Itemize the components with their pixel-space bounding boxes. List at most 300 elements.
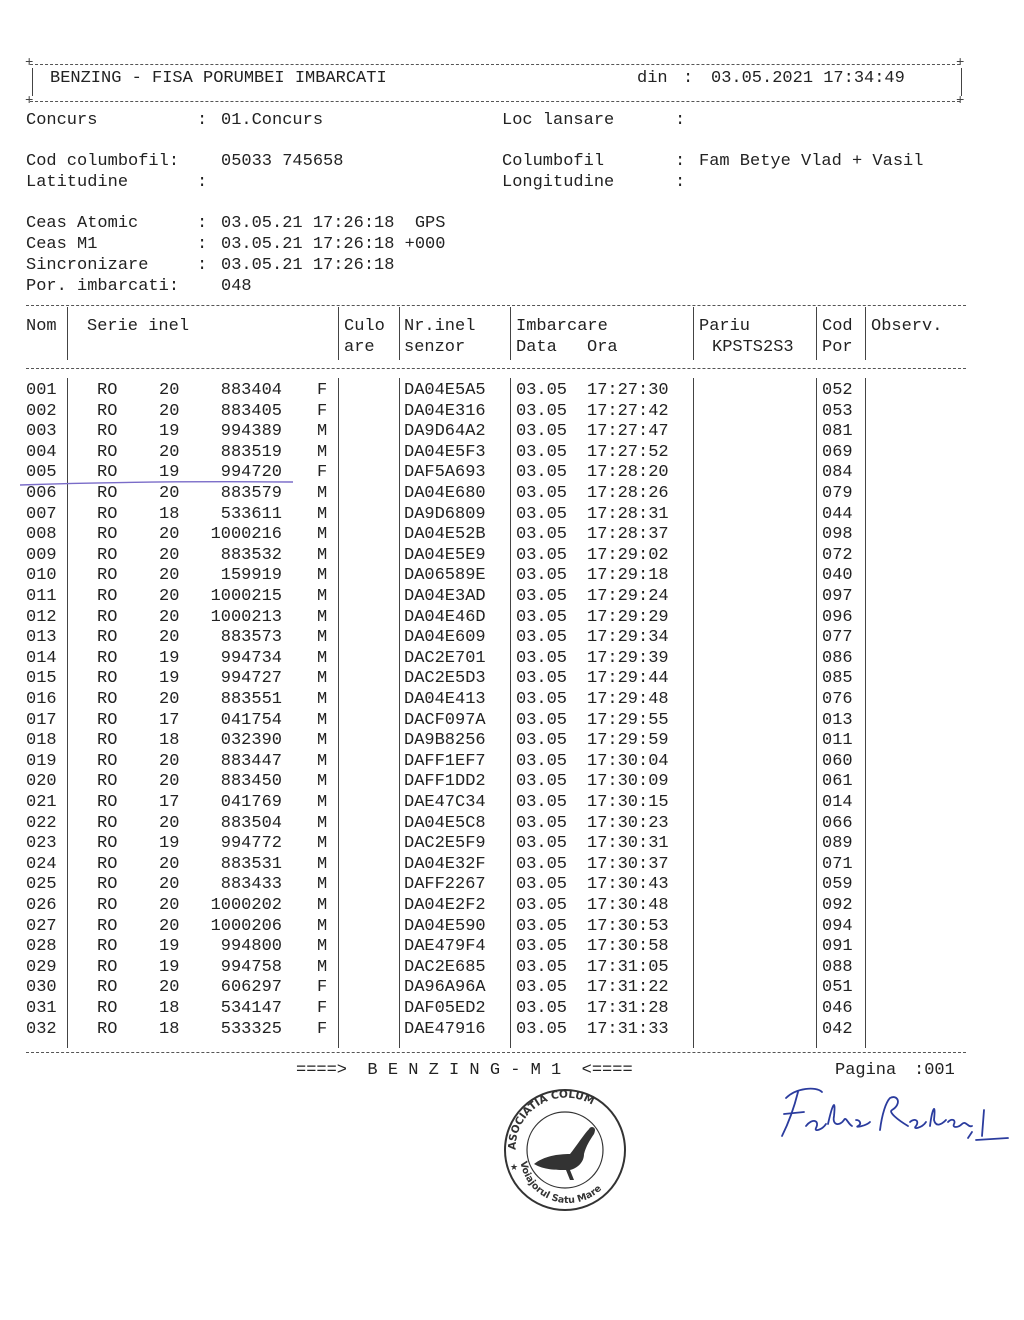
table-row bbox=[0, 380, 1024, 401]
cell-cod: 098 bbox=[822, 525, 853, 545]
cell-senzor: DA04E5A5 bbox=[404, 381, 486, 400]
cod-columbofil-label: Cod columbofil: bbox=[26, 152, 180, 171]
cell-data: 03.05 bbox=[516, 525, 568, 545]
cell-cod: 069 bbox=[822, 442, 853, 462]
ceas-m1-sep: : bbox=[197, 235, 208, 254]
cell-tara: RO bbox=[97, 484, 118, 503]
ceas-atomic-label: Ceas Atomic bbox=[26, 214, 139, 233]
cell-senzor: DA04E2F2 bbox=[404, 896, 486, 915]
cell-tara: RO bbox=[97, 896, 118, 915]
print-datetime: 03.05.2021 17:34:49 bbox=[711, 69, 905, 88]
cell-data: 03.05 bbox=[516, 484, 568, 503]
table-row bbox=[0, 874, 1024, 895]
cell-cod: 076 bbox=[822, 690, 853, 709]
cell-nom: 004 bbox=[26, 442, 57, 462]
cell-tara: RO bbox=[97, 710, 118, 730]
longitudine-label: Longitudine bbox=[502, 173, 615, 192]
cell-senzor: DA04E32F bbox=[404, 854, 486, 874]
cell-sex: M bbox=[317, 504, 328, 524]
cell-an: 20 bbox=[159, 690, 180, 709]
table-row bbox=[0, 833, 1024, 854]
cell-nom: 012 bbox=[26, 607, 57, 627]
table-row bbox=[0, 998, 1024, 1019]
cell-an: 20 bbox=[159, 751, 180, 771]
cell-cod: 013 bbox=[822, 710, 853, 730]
header-cod: Cod bbox=[822, 317, 853, 336]
cell-tara: RO bbox=[97, 463, 118, 483]
table-row bbox=[0, 957, 1024, 978]
border-corner: + bbox=[25, 55, 34, 71]
cell-inel: 534147 bbox=[220, 999, 282, 1018]
cell-data: 03.05 bbox=[516, 772, 568, 792]
cell-tara: RO bbox=[97, 422, 118, 442]
cell-ora: 17:29:48 bbox=[587, 690, 669, 709]
cell-an: 20 bbox=[159, 978, 180, 998]
header-por: Por bbox=[822, 338, 853, 357]
cell-ora: 17:29:44 bbox=[587, 669, 669, 689]
cell-cod: 089 bbox=[822, 834, 853, 854]
cell-sex: M bbox=[317, 484, 328, 503]
table-row bbox=[0, 895, 1024, 916]
cell-data: 03.05 bbox=[516, 648, 568, 668]
cell-sex: M bbox=[317, 525, 328, 545]
ceas-atomic-value: 03.05.21 17:26:18 GPS bbox=[221, 214, 446, 233]
cell-ora: 17:29:59 bbox=[587, 731, 669, 751]
date-separator: : bbox=[683, 69, 694, 88]
cell-cod: 084 bbox=[822, 463, 853, 483]
cell-tara: RO bbox=[97, 504, 118, 524]
cell-data: 03.05 bbox=[516, 896, 568, 915]
concurs-label: Concurs bbox=[26, 111, 98, 130]
cell-data: 03.05 bbox=[516, 463, 568, 483]
table-row bbox=[0, 1019, 1024, 1040]
table-row bbox=[0, 916, 1024, 937]
cell-ora: 17:30:04 bbox=[587, 751, 669, 771]
sincronizare-label: Sincronizare bbox=[26, 256, 149, 275]
cell-data: 03.05 bbox=[516, 875, 568, 895]
cell-an: 20 bbox=[159, 525, 180, 545]
cell-nom: 020 bbox=[26, 772, 57, 792]
loc-lansare-sep: : bbox=[675, 111, 686, 130]
cell-data: 03.05 bbox=[516, 710, 568, 730]
cell-senzor: DA04E609 bbox=[404, 628, 486, 648]
cell-ora: 17:31:22 bbox=[587, 978, 669, 998]
cell-cod: 059 bbox=[822, 875, 853, 895]
cell-senzor: DAC2E685 bbox=[404, 957, 486, 977]
cell-data: 03.05 bbox=[516, 669, 568, 689]
col-divider bbox=[510, 307, 511, 360]
cell-an: 20 bbox=[159, 545, 180, 565]
cell-an: 19 bbox=[159, 648, 180, 668]
cell-nom: 003 bbox=[26, 422, 57, 442]
cell-nom: 030 bbox=[26, 978, 57, 998]
cell-cod: 072 bbox=[822, 545, 853, 565]
cell-inel: 994389 bbox=[220, 422, 282, 442]
cell-ora: 17:29:24 bbox=[587, 587, 669, 606]
cell-inel: 1000213 bbox=[210, 607, 282, 627]
header-top-border bbox=[30, 64, 960, 65]
col-divider bbox=[67, 307, 68, 360]
cell-cod: 051 bbox=[822, 978, 853, 998]
cell-ora: 17:30:31 bbox=[587, 834, 669, 854]
cell-nom: 032 bbox=[26, 1019, 57, 1039]
cell-cod: 066 bbox=[822, 813, 853, 833]
cell-data: 03.05 bbox=[516, 957, 568, 977]
cell-inel: 533325 bbox=[220, 1019, 282, 1039]
cell-data: 03.05 bbox=[516, 628, 568, 648]
columbofil-value: Fam Betye Vlad + Vasil bbox=[699, 152, 924, 171]
cell-sex: M bbox=[317, 587, 328, 606]
cell-cod: 077 bbox=[822, 628, 853, 648]
cell-nom: 013 bbox=[26, 628, 57, 648]
table-row bbox=[0, 813, 1024, 834]
cell-cod: 052 bbox=[822, 381, 853, 400]
col-divider bbox=[399, 307, 400, 360]
cell-ora: 17:28:26 bbox=[587, 484, 669, 503]
cell-nom: 006 bbox=[26, 484, 57, 503]
cell-tara: RO bbox=[97, 1019, 118, 1039]
cell-senzor: DAC2E5D3 bbox=[404, 669, 486, 689]
cell-nom: 023 bbox=[26, 834, 57, 854]
table-row bbox=[0, 421, 1024, 442]
table-row bbox=[0, 689, 1024, 710]
cod-columbofil-value: 05033 745658 bbox=[221, 152, 344, 171]
cell-ora: 17:28:20 bbox=[587, 463, 669, 483]
cell-inel: 883433 bbox=[220, 875, 282, 895]
signature bbox=[776, 1080, 1016, 1160]
cell-nom: 022 bbox=[26, 813, 57, 833]
cell-senzor: DAE47C34 bbox=[404, 793, 486, 812]
cell-an: 19 bbox=[159, 669, 180, 689]
cell-sex: F bbox=[317, 381, 328, 400]
por-imbarcati-value: 048 bbox=[221, 277, 252, 296]
cell-nom: 008 bbox=[26, 525, 57, 545]
cell-sex: M bbox=[317, 813, 328, 833]
cell-an: 19 bbox=[159, 422, 180, 442]
table-row bbox=[0, 565, 1024, 586]
cell-sex: M bbox=[317, 875, 328, 895]
header-senzor: senzor bbox=[404, 338, 466, 357]
cell-nom: 015 bbox=[26, 669, 57, 689]
cell-an: 20 bbox=[159, 916, 180, 936]
header-culoare: Culo bbox=[344, 317, 385, 336]
cell-tara: RO bbox=[97, 566, 118, 586]
cell-sex: M bbox=[317, 937, 328, 957]
cell-ora: 17:30:53 bbox=[587, 916, 669, 936]
pen-underline bbox=[18, 476, 298, 490]
cell-nom: 019 bbox=[26, 751, 57, 771]
club-stamp bbox=[498, 1084, 634, 1214]
cell-sex: M bbox=[317, 648, 328, 668]
cell-senzor: DA04E5C8 bbox=[404, 813, 486, 833]
cell-senzor: DAE479F4 bbox=[404, 937, 486, 957]
cell-senzor: DAC2E5F9 bbox=[404, 834, 486, 854]
cell-tara: RO bbox=[97, 381, 118, 400]
table-bottom-border bbox=[26, 1052, 966, 1053]
cell-nom: 029 bbox=[26, 957, 57, 977]
cell-nom: 009 bbox=[26, 545, 57, 565]
cell-cod: 011 bbox=[822, 731, 853, 751]
cell-senzor: DA04E46D bbox=[404, 607, 486, 627]
cell-inel: 1000215 bbox=[210, 587, 282, 606]
cell-tara: RO bbox=[97, 731, 118, 751]
border-corner: + bbox=[956, 93, 965, 109]
cell-inel: 994800 bbox=[220, 937, 282, 957]
cell-nom: 014 bbox=[26, 648, 57, 668]
cell-cod: 042 bbox=[822, 1019, 853, 1039]
cell-inel: 032390 bbox=[220, 731, 282, 751]
cell-nom: 017 bbox=[26, 710, 57, 730]
cell-tara: RO bbox=[97, 999, 118, 1018]
pagina-label: Pagina bbox=[835, 1061, 897, 1080]
cell-cod: 085 bbox=[822, 669, 853, 689]
cell-ora: 17:28:31 bbox=[587, 504, 669, 524]
col-divider bbox=[693, 307, 694, 360]
cell-cod: 094 bbox=[822, 916, 853, 936]
cell-ora: 17:31:28 bbox=[587, 999, 669, 1018]
por-imbarcati-label: Por. imbarcati: bbox=[26, 277, 180, 296]
cell-cod: 086 bbox=[822, 648, 853, 668]
table-row bbox=[0, 668, 1024, 689]
cell-nom: 011 bbox=[26, 587, 57, 606]
cell-data: 03.05 bbox=[516, 504, 568, 524]
cell-inel: 994758 bbox=[220, 957, 282, 977]
cell-an: 20 bbox=[159, 813, 180, 833]
header-observ: Observ. bbox=[871, 317, 943, 336]
cell-ora: 17:30:37 bbox=[587, 854, 669, 874]
ceas-m1-label: Ceas M1 bbox=[26, 235, 98, 254]
cell-ora: 17:29:29 bbox=[587, 607, 669, 627]
stamp-bottom-text: Voiajorul Satu Mare bbox=[517, 1160, 604, 1207]
cell-senzor: DA9D64A2 bbox=[404, 422, 486, 442]
table-row bbox=[0, 936, 1024, 957]
cell-an: 20 bbox=[159, 896, 180, 915]
pagina-value: :001 bbox=[914, 1061, 955, 1080]
cell-sex: M bbox=[317, 545, 328, 565]
table-row bbox=[0, 771, 1024, 792]
cell-tara: RO bbox=[97, 937, 118, 957]
cell-sex: M bbox=[317, 731, 328, 751]
cell-senzor: DA9D6809 bbox=[404, 504, 486, 524]
cell-an: 18 bbox=[159, 1019, 180, 1039]
cell-tara: RO bbox=[97, 587, 118, 606]
cell-senzor: DA9B8256 bbox=[404, 731, 486, 751]
cell-nom: 027 bbox=[26, 916, 57, 936]
cell-inel: 041754 bbox=[220, 710, 282, 730]
cell-data: 03.05 bbox=[516, 587, 568, 606]
cell-senzor: DA04E316 bbox=[404, 401, 486, 421]
columbofil-label: Columbofil bbox=[502, 152, 605, 171]
border-corner: + bbox=[25, 93, 34, 109]
header-bottom-border bbox=[30, 101, 960, 102]
cell-sex: M bbox=[317, 834, 328, 854]
cell-sex: M bbox=[317, 669, 328, 689]
cell-senzor: DA04E590 bbox=[404, 916, 486, 936]
cell-tara: RO bbox=[97, 916, 118, 936]
cell-nom: 028 bbox=[26, 937, 57, 957]
table-row bbox=[0, 545, 1024, 566]
cell-an: 20 bbox=[159, 875, 180, 895]
cell-an: 20 bbox=[159, 381, 180, 400]
table-row bbox=[0, 401, 1024, 422]
cell-inel: 159919 bbox=[220, 566, 282, 586]
cell-ora: 17:31:33 bbox=[587, 1019, 669, 1039]
cell-ora: 17:27:30 bbox=[587, 381, 669, 400]
cell-an: 20 bbox=[159, 587, 180, 606]
header-left-border bbox=[32, 68, 33, 96]
cell-inel: 994734 bbox=[220, 648, 282, 668]
cell-an: 20 bbox=[159, 772, 180, 792]
cell-senzor: DA04E5E9 bbox=[404, 545, 486, 565]
cell-tara: RO bbox=[97, 648, 118, 668]
table-row bbox=[0, 627, 1024, 648]
cell-senzor: DAFF2267 bbox=[404, 875, 486, 895]
cell-ora: 17:30:09 bbox=[587, 772, 669, 792]
cell-sex: F bbox=[317, 401, 328, 421]
cell-senzor: DA06589E bbox=[404, 566, 486, 586]
cell-inel: 883504 bbox=[220, 813, 282, 833]
cell-inel: 883551 bbox=[220, 690, 282, 709]
cell-ora: 17:29:02 bbox=[587, 545, 669, 565]
cell-inel: 883579 bbox=[220, 484, 282, 503]
cell-cod: 014 bbox=[822, 793, 853, 812]
cell-an: 18 bbox=[159, 504, 180, 524]
cell-ora: 17:29:39 bbox=[587, 648, 669, 668]
cell-inel: 883447 bbox=[220, 751, 282, 771]
header-serie-inel: Serie inel bbox=[87, 317, 190, 336]
loc-lansare-label: Loc lansare bbox=[502, 111, 615, 130]
cell-inel: 606297 bbox=[220, 978, 282, 998]
cell-sex: M bbox=[317, 957, 328, 977]
border-corner: + bbox=[956, 55, 965, 71]
cell-cod: 071 bbox=[822, 854, 853, 874]
latitudine-label: Latitudine bbox=[26, 173, 129, 192]
cell-an: 20 bbox=[159, 607, 180, 627]
cell-data: 03.05 bbox=[516, 999, 568, 1018]
cell-sex: M bbox=[317, 628, 328, 648]
col-divider bbox=[338, 307, 339, 360]
cell-tara: RO bbox=[97, 525, 118, 545]
cell-sex: F bbox=[317, 999, 328, 1018]
cell-data: 03.05 bbox=[516, 401, 568, 421]
cell-ora: 17:28:37 bbox=[587, 525, 669, 545]
pigeon-icon bbox=[534, 1127, 595, 1180]
cell-cod: 079 bbox=[822, 484, 853, 503]
cell-sex: M bbox=[317, 751, 328, 771]
cell-an: 20 bbox=[159, 566, 180, 586]
cell-cod: 096 bbox=[822, 607, 853, 627]
table-row bbox=[0, 751, 1024, 772]
cell-nom: 005 bbox=[26, 463, 57, 483]
cell-tara: RO bbox=[97, 545, 118, 565]
cell-nom: 021 bbox=[26, 793, 57, 812]
cell-senzor: DA96A96A bbox=[404, 978, 486, 998]
cell-cod: 046 bbox=[822, 999, 853, 1018]
cell-inel: 994727 bbox=[220, 669, 282, 689]
cell-an: 17 bbox=[159, 793, 180, 812]
cell-data: 03.05 bbox=[516, 916, 568, 936]
header-kpsts2s3: KPSTS2S3 bbox=[712, 338, 794, 357]
cell-an: 17 bbox=[159, 710, 180, 730]
cell-senzor: DA04E3AD bbox=[404, 587, 486, 606]
cell-cod: 061 bbox=[822, 772, 853, 792]
cell-ora: 17:27:47 bbox=[587, 422, 669, 442]
longitudine-sep: : bbox=[675, 173, 686, 192]
cell-senzor: DAE47916 bbox=[404, 1019, 486, 1039]
ceas-atomic-sep: : bbox=[197, 214, 208, 233]
cell-tara: RO bbox=[97, 442, 118, 462]
cell-sex: M bbox=[317, 793, 328, 812]
cell-cod: 060 bbox=[822, 751, 853, 771]
cell-sex: M bbox=[317, 607, 328, 627]
cell-inel: 883573 bbox=[220, 628, 282, 648]
cell-nom: 024 bbox=[26, 854, 57, 874]
cell-tara: RO bbox=[97, 793, 118, 812]
cell-ora: 17:31:05 bbox=[587, 957, 669, 977]
col-divider bbox=[816, 307, 817, 360]
cell-sex: M bbox=[317, 442, 328, 462]
cell-inel: 1000216 bbox=[210, 525, 282, 545]
cell-ora: 17:27:52 bbox=[587, 442, 669, 462]
cell-tara: RO bbox=[97, 957, 118, 977]
cell-inel: 883532 bbox=[220, 545, 282, 565]
table-row bbox=[0, 586, 1024, 607]
table-row bbox=[0, 730, 1024, 751]
cell-tara: RO bbox=[97, 813, 118, 833]
cell-tara: RO bbox=[97, 875, 118, 895]
table-row bbox=[0, 854, 1024, 875]
cell-sex: M bbox=[317, 422, 328, 442]
cell-data: 03.05 bbox=[516, 937, 568, 957]
cell-tara: RO bbox=[97, 628, 118, 648]
cell-tara: RO bbox=[97, 854, 118, 874]
cell-inel: 041769 bbox=[220, 793, 282, 812]
cell-nom: 026 bbox=[26, 896, 57, 915]
cell-inel: 883450 bbox=[220, 772, 282, 792]
header-imbarcare: Imbarcare bbox=[516, 317, 608, 336]
table-header-bottom-border bbox=[26, 368, 966, 369]
cell-data: 03.05 bbox=[516, 422, 568, 442]
cell-ora: 17:29:34 bbox=[587, 628, 669, 648]
cell-tara: RO bbox=[97, 978, 118, 998]
cell-nom: 016 bbox=[26, 690, 57, 709]
table-row bbox=[0, 504, 1024, 525]
cell-data: 03.05 bbox=[516, 566, 568, 586]
table-row bbox=[0, 607, 1024, 628]
cell-inel: 1000202 bbox=[210, 896, 282, 915]
cell-sex: M bbox=[317, 772, 328, 792]
cell-inel: 883519 bbox=[220, 442, 282, 462]
cell-data: 03.05 bbox=[516, 793, 568, 812]
header-nr-inel: Nr.inel bbox=[404, 317, 476, 336]
signature-text: Fabus Robert 1 bbox=[776, 1158, 785, 1159]
cell-cod: 091 bbox=[822, 937, 853, 957]
date-label: din bbox=[637, 69, 668, 88]
table-row bbox=[0, 648, 1024, 669]
table-row bbox=[0, 442, 1024, 463]
cell-data: 03.05 bbox=[516, 834, 568, 854]
cell-sex: M bbox=[317, 896, 328, 915]
cell-an: 19 bbox=[159, 937, 180, 957]
cell-data: 03.05 bbox=[516, 854, 568, 874]
cell-nom: 007 bbox=[26, 504, 57, 524]
cell-nom: 001 bbox=[26, 381, 57, 400]
cell-ora: 17:30:15 bbox=[587, 793, 669, 812]
ceas-m1-value: 03.05.21 17:26:18 +000 bbox=[221, 235, 446, 254]
stamp-top-text: ASOCIATIA COLUM bbox=[506, 1088, 597, 1151]
header-pariu: Pariu bbox=[699, 317, 751, 336]
header-right-border bbox=[961, 68, 962, 96]
